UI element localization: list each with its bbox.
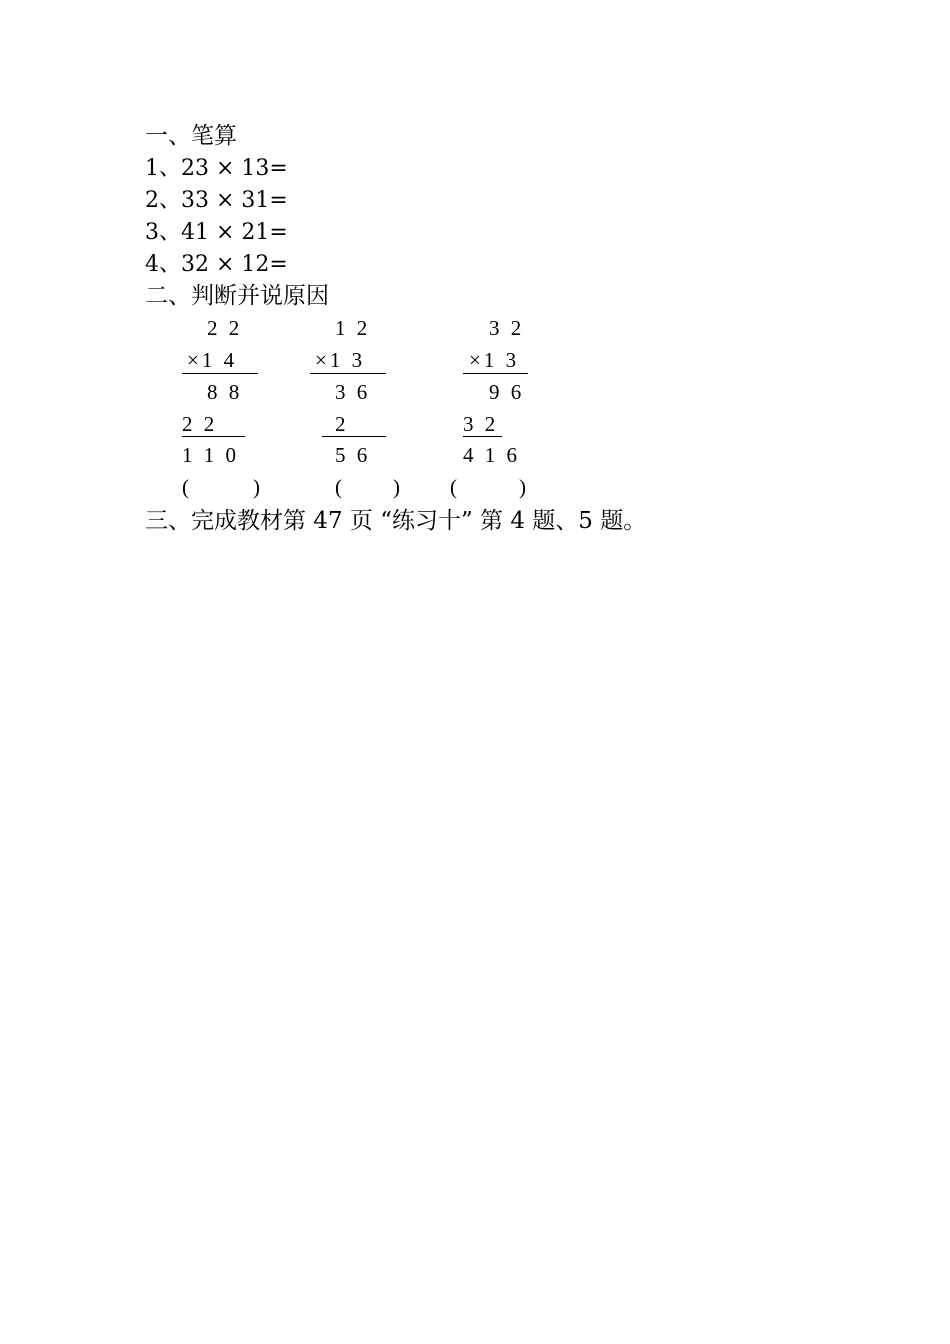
product-line	[182, 373, 258, 374]
exercise-item-3: 3、41 × 21=	[145, 220, 288, 245]
section3-text: 三、完成教材第 47 页 “练习十” 第 4 题、5 题。	[145, 508, 647, 534]
answer-paren-open: (	[182, 475, 189, 499]
sum-line	[182, 436, 245, 437]
answer-paren-open: (	[450, 475, 457, 499]
result: 5 6	[335, 443, 371, 467]
partial-product-2: 3 2	[463, 412, 499, 436]
answer-paren-close: )	[393, 475, 400, 499]
section2-heading: 二、判断并说原因	[145, 283, 329, 309]
partial-product-1: 9 6	[489, 380, 525, 404]
partial-product-2: 2 2	[182, 412, 218, 436]
answer-paren-close: )	[519, 475, 526, 499]
multiplier: ×1 4	[187, 348, 238, 372]
exercise-item-2: 2、33 × 31=	[145, 188, 288, 213]
answer-paren-close: )	[253, 475, 260, 499]
sum-line	[322, 436, 386, 437]
multiplicand: 1 2	[335, 316, 371, 340]
partial-product-1: 3 6	[335, 380, 371, 404]
partial-product-2: 2	[335, 412, 349, 436]
exercise-item-4: 4、32 × 12=	[145, 252, 288, 277]
product-line	[463, 373, 528, 374]
multiplicand: 2 2	[207, 316, 243, 340]
multiplier: ×1 3	[315, 348, 366, 372]
result: 4 1 6	[463, 443, 520, 467]
multiplier: ×1 3	[469, 348, 520, 372]
partial-product-1: 8 8	[207, 380, 243, 404]
exercise-item-1: 1、23 × 13=	[145, 156, 288, 181]
product-line	[310, 373, 386, 374]
section1-heading: 一、笔算	[145, 123, 237, 149]
answer-paren-open: (	[335, 475, 342, 499]
multiplicand: 3 2	[489, 316, 525, 340]
sum-line	[463, 436, 502, 437]
result: 1 1 0	[182, 443, 239, 467]
